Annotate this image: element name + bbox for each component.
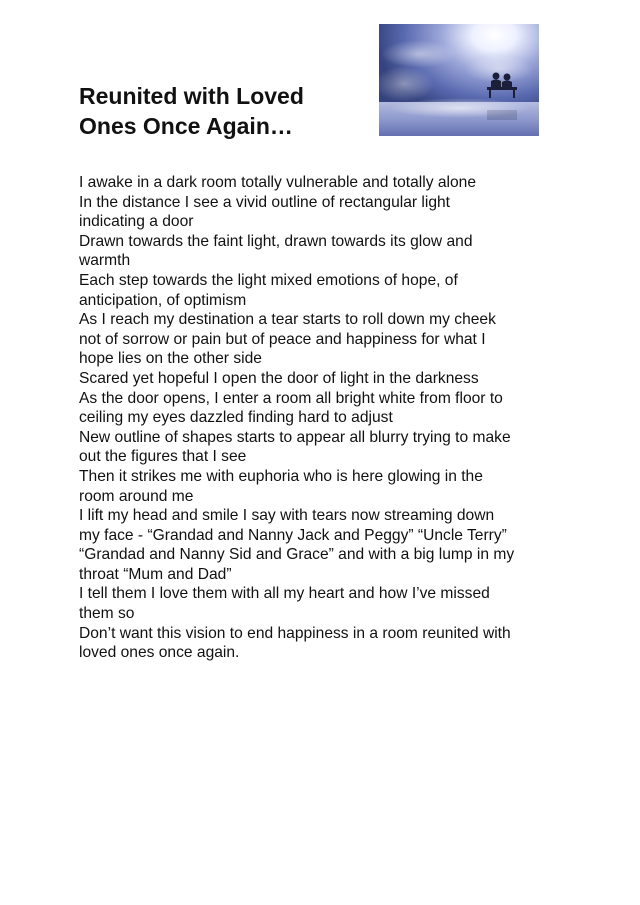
poem-line: my face - “Grandad and Nanny Jack and Peggy” “Uncle Terry” <box>79 526 507 544</box>
title-line-1: Reunited with Loved <box>79 83 304 109</box>
poem-line: I lift my head and smile I say with tears now streaming down <box>79 507 495 525</box>
poem-line: warmth <box>79 252 131 270</box>
poem-line: not of sorrow or pain but of peace and happiness for what I <box>79 330 486 348</box>
poem-line: ceiling my eyes dazzled finding hard to adjust <box>79 409 393 427</box>
poem-line: anticipation, of optimism <box>79 291 247 309</box>
heavenly-bench-couple-image <box>379 24 539 136</box>
poem-line: Then it strikes me with euphoria who is here glowing in the <box>79 467 483 485</box>
title-line-2: Ones Once Again… <box>79 113 293 139</box>
poem-line: them so <box>79 605 135 623</box>
poem-line: I tell them I love them with all my heart and how I’ve missed <box>79 585 490 603</box>
poem-line: In the distance I see a vivid outline of rectangular light <box>79 193 451 211</box>
poem-line: Scared yet hopeful I open the door of light in the darkness <box>79 369 479 387</box>
poem-line: room around me <box>79 487 194 505</box>
poem-line: As the door opens, I enter a room all bright white from floor to <box>79 389 503 407</box>
poem-line: New outline of shapes starts to appear all blurry trying to make <box>79 428 511 446</box>
poem-line: Don’t want this vision to end happiness in a room reunited with <box>79 624 511 642</box>
poem-line: hope lies on the other side <box>79 350 262 368</box>
poem-line: As I reach my destination a tear starts to roll down my cheek <box>79 311 496 329</box>
poem-line: indicating a door <box>79 213 194 231</box>
page-title <box>79 81 304 141</box>
poem-line: throat “Mum and Dad” <box>79 565 232 583</box>
poem-line: I awake in a dark room totally vulnerable and totally alone <box>79 174 477 191</box>
poem-line: Drawn towards the faint light, drawn towards its glow and <box>79 232 473 250</box>
poem-line: out the figures that I see <box>79 448 247 466</box>
poem-body <box>79 173 569 663</box>
poem-line: Each step towards the light mixed emotions of hope, of <box>79 271 458 289</box>
poem-line: loved ones once again. <box>79 644 240 662</box>
poem-line: “Grandad and Nanny Sid and Grace” and with a big lump in my <box>79 546 515 564</box>
